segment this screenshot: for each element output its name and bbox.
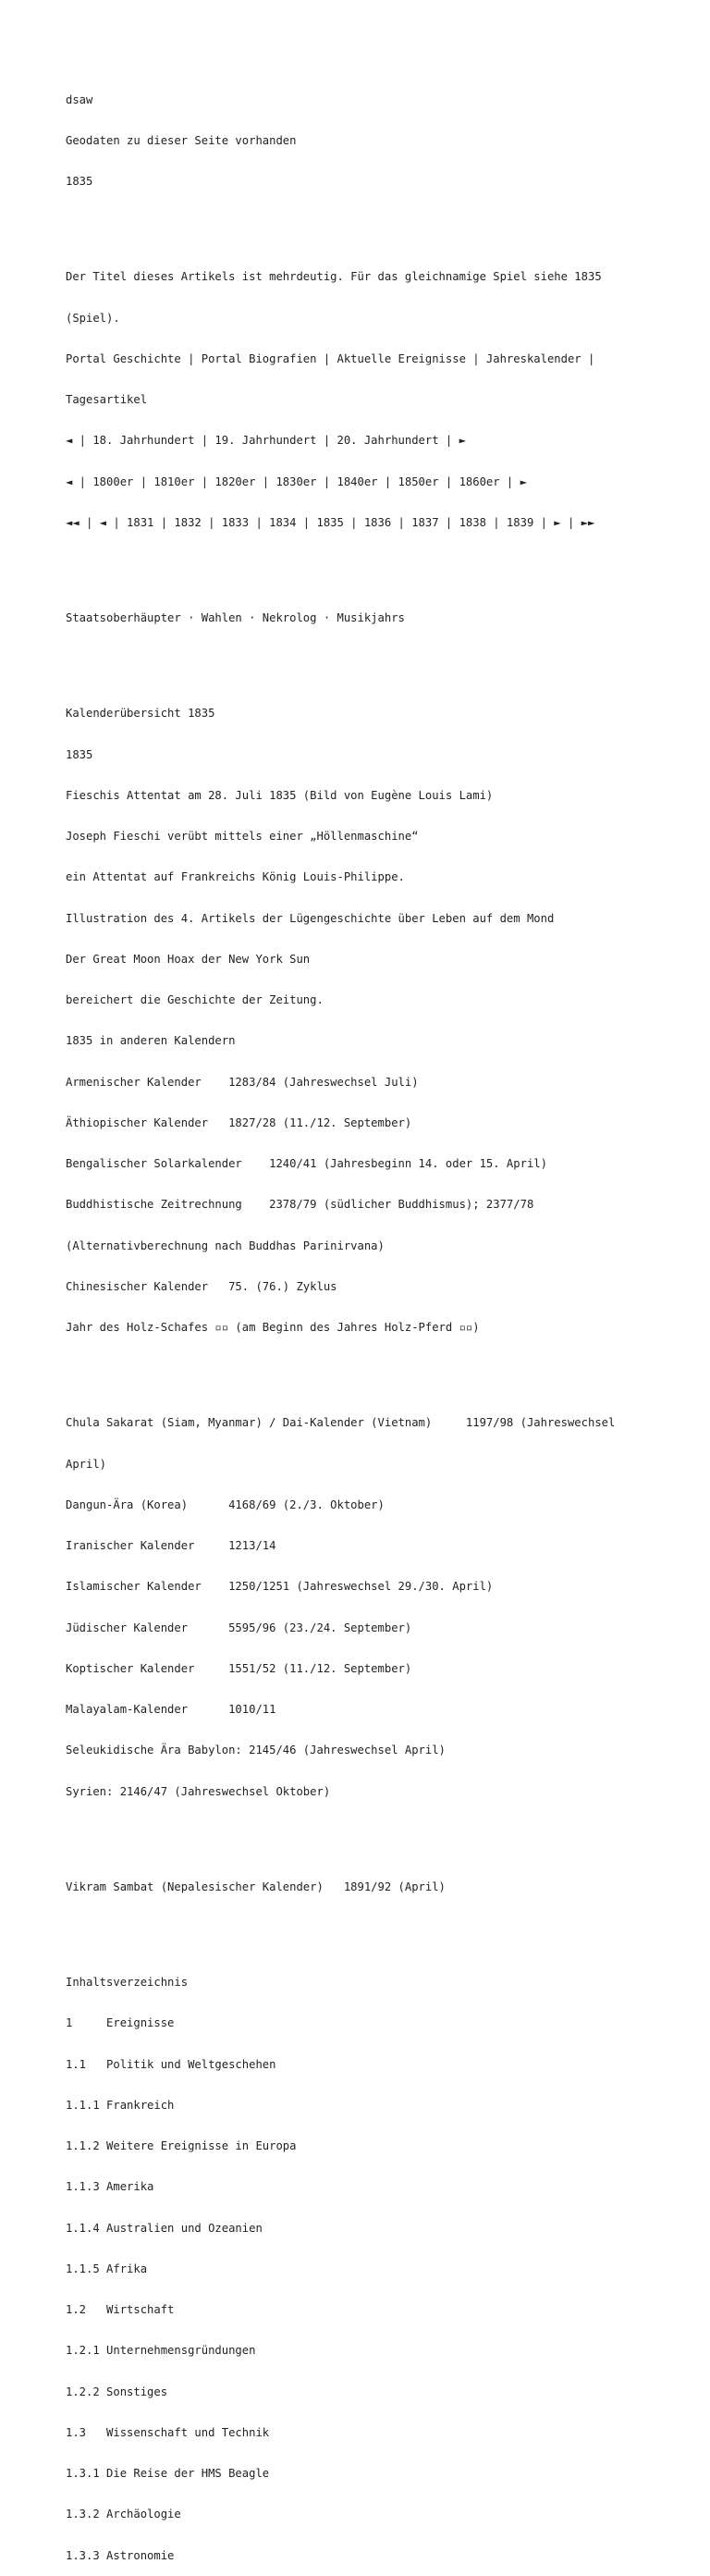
site-name: dsaw <box>66 92 93 106</box>
decade-navigation[interactable]: ◄ | 1800er | 1810er | 1820er | 1830er | 1840er | 1850er | 1860er | ► <box>66 475 527 488</box>
toc-item[interactable]: 1.3 Wissenschaft und Technik <box>66 2425 270 2439</box>
calendar-row: Seleukidische Ära Babylon: 2145/46 (Jahreswechsel April) <box>66 1744 446 1757</box>
calendar-row: Bengalischer Solarkalender 1240/41 (Jahresbeginn 14. oder 15. April) <box>66 1157 547 1170</box>
geodata-link[interactable]: Geodaten zu dieser Seite vorhanden <box>66 133 297 147</box>
calendar-row: Dangun-Ära (Korea) 4168/69 (2./3. Oktober) <box>66 1498 385 1511</box>
toc-item[interactable]: 1.1.3 Amerika <box>66 2180 154 2194</box>
toc-item[interactable]: 1.3.3 Astronomie <box>66 2548 175 2562</box>
spacer <box>66 216 710 229</box>
calendar-row: Iranischer Kalender 1213/14 <box>66 1539 276 1552</box>
disambiguation-note: Der Titel dieses Artikels ist mehrdeutig. Für das gleichnamige Spiel siehe 1835 <box>66 270 602 284</box>
toc-heading: Inhaltsverzeichnis <box>66 1976 189 1989</box>
calendar-row: Jüdischer Kalender 5595/96 (23./24. September) <box>66 1621 412 1634</box>
toc-item[interactable]: 1.3.1 Die Reise der HMS Beagle <box>66 2467 270 2480</box>
calendar-row: Jahr des Holz-Schafes ▫▫ (am Beginn des Jahres Holz-Pferd ▫▫) <box>66 1321 480 1334</box>
toc-item[interactable]: 1.1 Politik und Weltgeschehen <box>66 2057 276 2071</box>
calendar-overview-year: 1835 <box>66 747 93 761</box>
year-navigation[interactable]: ◄◄ | ◄ | 1831 | 1832 | 1833 | 1834 | 1835 | 1836 | 1837 | 1838 | 1839 | ► | ►► <box>66 515 595 529</box>
calendar-row: Chula Sakarat (Siam, Myanmar) / Dai-Kalender (Vietnam) 1197/98 (Jahreswechsel <box>66 1416 616 1430</box>
calendar-row: Koptischer Kalender 1551/52 (11./12. September) <box>66 1661 412 1675</box>
calendar-row: Vikram Sambat (Nepalesischer Kalender) 1891/92 (April) <box>66 1880 446 1893</box>
calendar-row: Armenischer Kalender 1283/84 (Jahreswechsel Juli) <box>66 1075 419 1089</box>
spacer <box>66 652 710 666</box>
toc-item[interactable]: 1 Ereignisse <box>66 2016 175 2030</box>
toc-item[interactable]: 1.2.1 Unternehmensgründungen <box>66 2344 256 2358</box>
calendar-row: Chinesischer Kalender 75. (76.) Zyklus <box>66 1279 337 1293</box>
other-calendars-heading: 1835 in anderen Kalendern <box>66 1034 236 1048</box>
toc-item[interactable]: 1.1.5 Afrika <box>66 2262 148 2275</box>
toc-item[interactable]: 1.1.1 Frankreich <box>66 2098 175 2112</box>
spacer <box>66 557 710 571</box>
image-caption: Der Great Moon Hoax der New York Sun <box>66 952 311 966</box>
calendar-row: Malayalam-Kalender 1010/11 <box>66 1703 276 1716</box>
calendar-overview-heading: Kalenderübersicht 1835 <box>66 707 215 721</box>
portal-links[interactable]: Portal Geschichte | Portal Biografien | Aktuelle Ereignisse | Jahreskalender | <box>66 351 595 365</box>
calendar-row: Syrien: 2146/47 (Jahreswechsel Oktober) <box>66 1784 331 1798</box>
portal-links-cont[interactable]: Tagesartikel <box>66 393 148 406</box>
topic-links[interactable]: Staatsoberhäupter · Wahlen · Nekrolog · Musikjahrs <box>66 611 405 624</box>
image-caption: Fieschis Attentat am 28. Juli 1835 (Bild von Eugène Louis Lami) <box>66 788 494 802</box>
image-caption: Joseph Fieschi verübt mittels einer „Höllenmaschine“ <box>66 830 419 843</box>
spacer <box>66 1826 710 1840</box>
toc-item[interactable]: 1.3.2 Archäologie <box>66 2508 181 2521</box>
image-caption: bereichert die Geschichte der Zeitung. <box>66 993 324 1006</box>
toc-item[interactable]: 1.1.2 Weitere Ereignisse in Europa <box>66 2139 297 2152</box>
image-caption: ein Attentat auf Frankreichs König Louis-Philippe. <box>66 870 405 884</box>
calendar-row: Äthiopischer Kalender 1827/28 (11./12. September) <box>66 1115 412 1129</box>
calendar-row: Buddhistische Zeitrechnung 2378/79 (südlicher Buddhismus); 2377/78 <box>66 1198 534 1212</box>
image-caption: Illustration des 4. Artikels der Lügengeschichte über Leben auf dem Mond <box>66 911 555 925</box>
spacer <box>66 1921 710 1935</box>
document-body <box>66 66 710 2576</box>
calendar-row: April) <box>66 1457 107 1471</box>
page-title: 1835 <box>66 175 93 188</box>
calendar-row: Islamischer Kalender 1250/1251 (Jahreswechsel 29./30. April) <box>66 1580 494 1594</box>
calendar-row: (Alternativberechnung nach Buddhas Parinirvana) <box>66 1239 385 1252</box>
toc-item[interactable]: 1.2.2 Sonstiges <box>66 2385 168 2398</box>
toc-item[interactable]: 1.1.4 Australien und Ozeanien <box>66 2221 263 2235</box>
disambiguation-note-cont: (Spiel). <box>66 311 120 325</box>
toc-item[interactable]: 1.2 Wirtschaft <box>66 2303 175 2316</box>
century-navigation[interactable]: ◄ | 18. Jahrhundert | 19. Jahrhundert | 20. Jahrhundert | ► <box>66 434 466 448</box>
spacer <box>66 1362 710 1375</box>
